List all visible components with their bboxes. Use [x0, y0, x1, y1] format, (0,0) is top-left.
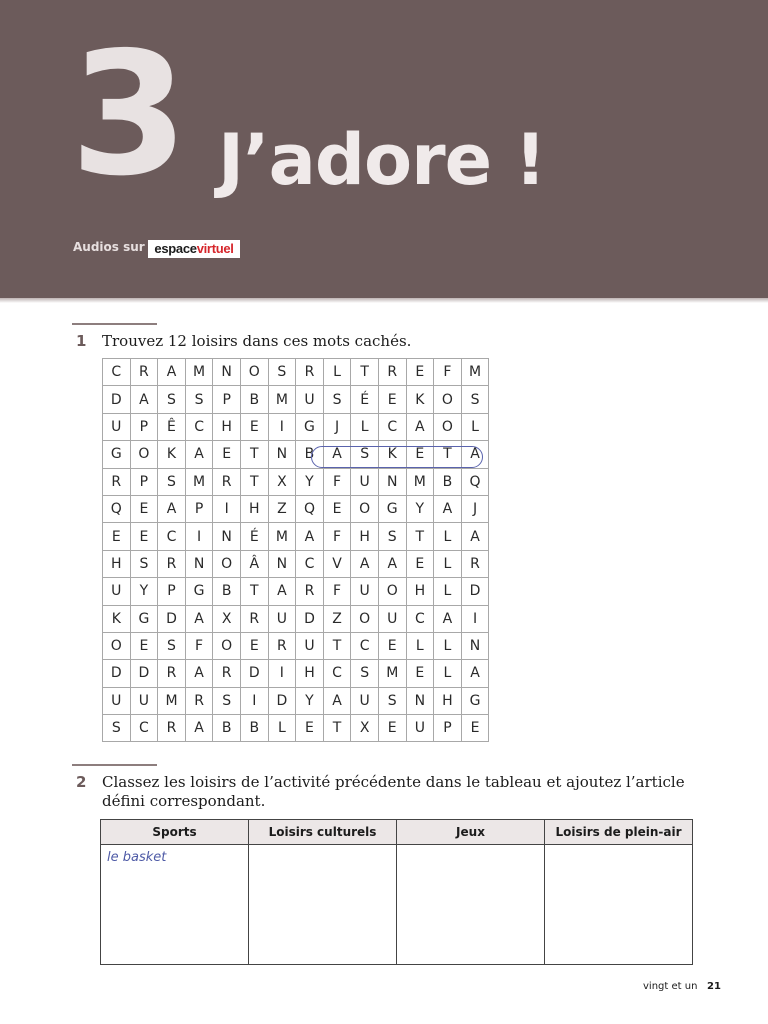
- exercise-2-rule: [72, 764, 157, 766]
- grid-cell[interactable]: R: [213, 660, 241, 687]
- grid-cell[interactable]: F: [323, 578, 351, 605]
- grid-cell[interactable]: S: [158, 386, 186, 413]
- grid-cell[interactable]: A: [185, 605, 213, 632]
- grid-cell[interactable]: A: [323, 441, 351, 468]
- grid-cell[interactable]: U: [351, 687, 379, 714]
- grid-cell[interactable]: T: [240, 468, 268, 495]
- column-header-games: Jeux: [397, 820, 545, 845]
- grid-cell[interactable]: I: [213, 495, 241, 522]
- grid-cell[interactable]: U: [296, 386, 324, 413]
- grid-cell[interactable]: P: [185, 495, 213, 522]
- grid-cell[interactable]: A: [323, 687, 351, 714]
- grid-cell[interactable]: R: [378, 359, 406, 386]
- grid-cell[interactable]: J: [323, 413, 351, 440]
- grid-cell[interactable]: S: [268, 359, 296, 386]
- grid-cell[interactable]: R: [185, 687, 213, 714]
- basket-highlight-oval: [311, 446, 483, 468]
- grid-cell[interactable]: E: [378, 715, 406, 742]
- grid-cell[interactable]: R: [130, 359, 158, 386]
- grid-cell[interactable]: G: [185, 578, 213, 605]
- grid-cell[interactable]: D: [158, 605, 186, 632]
- grid-cell[interactable]: E: [130, 495, 158, 522]
- grid-row: [103, 468, 489, 495]
- grid-cell[interactable]: S: [158, 632, 186, 659]
- grid-cell[interactable]: A: [461, 441, 489, 468]
- grid-cell[interactable]: F: [323, 468, 351, 495]
- grid-cell[interactable]: L: [323, 359, 351, 386]
- grid-cell[interactable]: C: [296, 550, 324, 577]
- grid-row: [103, 715, 489, 742]
- grid-cell[interactable]: C: [351, 632, 379, 659]
- grid-cell[interactable]: R: [296, 578, 324, 605]
- grid-cell[interactable]: V: [323, 550, 351, 577]
- grid-cell[interactable]: X: [268, 468, 296, 495]
- grid-cell[interactable]: Z: [268, 495, 296, 522]
- grid-row: [103, 495, 489, 522]
- grid-cell[interactable]: N: [213, 523, 241, 550]
- grid-cell[interactable]: C: [323, 660, 351, 687]
- grid-cell[interactable]: L: [434, 550, 462, 577]
- grid-cell[interactable]: H: [240, 495, 268, 522]
- grid-cell[interactable]: D: [461, 578, 489, 605]
- grid-cell[interactable]: Y: [296, 687, 324, 714]
- grid-row: [103, 413, 489, 440]
- grid-cell[interactable]: P: [130, 413, 158, 440]
- grid-cell[interactable]: B: [213, 578, 241, 605]
- grid-cell[interactable]: R: [296, 359, 324, 386]
- header-shadow: [0, 298, 768, 303]
- grid-cell[interactable]: A: [434, 495, 462, 522]
- grid-cell[interactable]: I: [461, 605, 489, 632]
- grid-cell[interactable]: N: [461, 632, 489, 659]
- cell-cultural[interactable]: [249, 845, 397, 965]
- grid-row: [103, 578, 489, 605]
- grid-cell[interactable]: L: [434, 523, 462, 550]
- grid-cell[interactable]: M: [378, 660, 406, 687]
- grid-cell[interactable]: T: [323, 632, 351, 659]
- grid-cell[interactable]: N: [268, 441, 296, 468]
- grid-cell[interactable]: O: [434, 413, 462, 440]
- grid-cell[interactable]: N: [185, 550, 213, 577]
- grid-cell[interactable]: G: [103, 441, 131, 468]
- grid-cell[interactable]: A: [130, 386, 158, 413]
- grid-cell[interactable]: A: [185, 660, 213, 687]
- grid-cell[interactable]: A: [185, 715, 213, 742]
- grid-cell[interactable]: U: [268, 605, 296, 632]
- grid-cell[interactable]: U: [296, 632, 324, 659]
- grid-cell[interactable]: A: [434, 605, 462, 632]
- grid-cell[interactable]: S: [461, 386, 489, 413]
- grid-cell[interactable]: M: [461, 359, 489, 386]
- grid-cell[interactable]: R: [103, 468, 131, 495]
- grid-row: [103, 523, 489, 550]
- grid-cell[interactable]: I: [268, 413, 296, 440]
- word-search-grid: [102, 358, 489, 742]
- grid-cell[interactable]: X: [351, 715, 379, 742]
- grid-cell[interactable]: M: [406, 468, 434, 495]
- grid-cell[interactable]: D: [130, 660, 158, 687]
- grid-cell[interactable]: E: [406, 441, 434, 468]
- espacevirtuel-logo[interactable]: [148, 240, 240, 258]
- grid-cell[interactable]: F: [434, 359, 462, 386]
- grid-cell[interactable]: R: [268, 632, 296, 659]
- grid-cell[interactable]: E: [240, 413, 268, 440]
- grid-cell[interactable]: G: [378, 495, 406, 522]
- exercise-2-number: 2: [76, 773, 87, 791]
- grid-cell[interactable]: U: [378, 605, 406, 632]
- column-header-sports: Sports: [101, 820, 249, 845]
- grid-cell[interactable]: N: [406, 687, 434, 714]
- grid-cell[interactable]: U: [351, 468, 379, 495]
- grid-cell[interactable]: S: [351, 441, 379, 468]
- grid-cell[interactable]: É: [351, 386, 379, 413]
- grid-cell[interactable]: S: [185, 386, 213, 413]
- grid-cell[interactable]: K: [103, 605, 131, 632]
- grid-cell[interactable]: E: [378, 386, 406, 413]
- grid-cell[interactable]: E: [406, 660, 434, 687]
- grid-cell[interactable]: E: [130, 523, 158, 550]
- grid-cell[interactable]: T: [406, 523, 434, 550]
- grid-cell[interactable]: J: [461, 495, 489, 522]
- logo-part-espace: espace: [154, 241, 197, 256]
- audios-label: Audios sur: [73, 240, 145, 254]
- grid-cell[interactable]: E: [461, 715, 489, 742]
- grid-row: [103, 632, 489, 659]
- grid-cell[interactable]: U: [406, 715, 434, 742]
- grid-cell[interactable]: O: [351, 495, 379, 522]
- grid-cell[interactable]: S: [130, 550, 158, 577]
- grid-cell[interactable]: O: [213, 632, 241, 659]
- grid-cell[interactable]: C: [406, 605, 434, 632]
- grid-cell[interactable]: K: [378, 441, 406, 468]
- cell-sports[interactable]: [101, 845, 249, 965]
- grid-cell[interactable]: A: [406, 413, 434, 440]
- page-footer-text: vingt et un: [643, 981, 698, 992]
- grid-cell[interactable]: T: [351, 359, 379, 386]
- grid-cell[interactable]: B: [240, 386, 268, 413]
- grid-cell[interactable]: R: [213, 468, 241, 495]
- grid-cell[interactable]: L: [434, 632, 462, 659]
- grid-cell[interactable]: P: [213, 386, 241, 413]
- grid-cell[interactable]: B: [434, 468, 462, 495]
- grid-row: [103, 687, 489, 714]
- grid-cell[interactable]: T: [323, 715, 351, 742]
- grid-cell[interactable]: B: [213, 715, 241, 742]
- grid-cell[interactable]: G: [296, 413, 324, 440]
- grid-cell[interactable]: L: [461, 413, 489, 440]
- grid-cell[interactable]: D: [296, 605, 324, 632]
- grid-cell[interactable]: K: [158, 441, 186, 468]
- grid-cell[interactable]: T: [240, 578, 268, 605]
- unit-number: 3: [70, 16, 183, 214]
- grid-cell[interactable]: P: [434, 715, 462, 742]
- grid-cell[interactable]: E: [240, 632, 268, 659]
- grid-cell[interactable]: M: [158, 687, 186, 714]
- grid-cell[interactable]: B: [240, 715, 268, 742]
- grid-cell[interactable]: Q: [461, 468, 489, 495]
- grid-cell[interactable]: A: [378, 550, 406, 577]
- grid-cell[interactable]: N: [268, 550, 296, 577]
- grid-row: [103, 605, 489, 632]
- grid-cell[interactable]: U: [103, 687, 131, 714]
- grid-cell[interactable]: S: [378, 523, 406, 550]
- grid-row: [103, 550, 489, 577]
- grid-cell[interactable]: R: [158, 660, 186, 687]
- grid-cell[interactable]: N: [213, 359, 241, 386]
- grid-cell[interactable]: H: [351, 523, 379, 550]
- exercise-1-rule: [72, 323, 157, 325]
- grid-cell[interactable]: I: [185, 523, 213, 550]
- grid-cell[interactable]: Y: [406, 495, 434, 522]
- exercise-2-instruction: Classez les loisirs de l’activité précédente dans le tableau et ajoutez l’article défini correspondant.: [102, 773, 685, 810]
- grid-cell[interactable]: S: [158, 468, 186, 495]
- grid-cell[interactable]: G: [461, 687, 489, 714]
- grid-cell[interactable]: O: [434, 386, 462, 413]
- grid-cell[interactable]: M: [185, 468, 213, 495]
- grid-cell[interactable]: E: [130, 632, 158, 659]
- grid-cell[interactable]: F: [323, 523, 351, 550]
- grid-row: [103, 359, 489, 386]
- grid-cell[interactable]: C: [185, 413, 213, 440]
- grid-cell[interactable]: Y: [130, 578, 158, 605]
- grid-cell[interactable]: D: [103, 386, 131, 413]
- grid-cell[interactable]: E: [323, 495, 351, 522]
- grid-cell[interactable]: S: [378, 687, 406, 714]
- grid-cell[interactable]: A: [158, 495, 186, 522]
- grid-cell[interactable]: T: [240, 441, 268, 468]
- grid-cell[interactable]: A: [268, 578, 296, 605]
- grid-cell[interactable]: O: [213, 550, 241, 577]
- grid-cell[interactable]: Â: [240, 550, 268, 577]
- exercise-1-instruction: Trouvez 12 loisirs dans ces mots cachés.: [102, 332, 412, 350]
- column-header-cultural: Loisirs culturels: [249, 820, 397, 845]
- grid-cell[interactable]: U: [351, 578, 379, 605]
- grid-cell[interactable]: E: [296, 715, 324, 742]
- grid-cell[interactable]: L: [351, 413, 379, 440]
- grid-cell[interactable]: Q: [296, 495, 324, 522]
- grid-cell[interactable]: A: [351, 550, 379, 577]
- cell-outdoor[interactable]: [545, 845, 693, 965]
- grid-cell[interactable]: C: [378, 413, 406, 440]
- grid-cell[interactable]: E: [406, 550, 434, 577]
- grid-cell[interactable]: A: [185, 441, 213, 468]
- grid-cell[interactable]: Z: [323, 605, 351, 632]
- grid-cell[interactable]: D: [103, 660, 131, 687]
- grid-cell[interactable]: E: [378, 632, 406, 659]
- grid-cell[interactable]: A: [461, 660, 489, 687]
- grid-cell[interactable]: L: [434, 578, 462, 605]
- grid-cell[interactable]: E: [406, 359, 434, 386]
- grid-cell[interactable]: O: [351, 605, 379, 632]
- grid-cell[interactable]: U: [103, 578, 131, 605]
- grid-cell[interactable]: U: [103, 413, 131, 440]
- column-header-outdoor: Loisirs de plein-air: [545, 820, 693, 845]
- grid-cell[interactable]: Y: [296, 468, 324, 495]
- grid-cell[interactable]: L: [434, 660, 462, 687]
- grid-cell[interactable]: S: [351, 660, 379, 687]
- grid-cell[interactable]: R: [158, 550, 186, 577]
- grid-cell[interactable]: B: [296, 441, 324, 468]
- unit-title: J’adore !: [218, 119, 546, 201]
- grid-cell[interactable]: A: [296, 523, 324, 550]
- grid-cell[interactable]: H: [103, 550, 131, 577]
- grid-cell[interactable]: Ê: [158, 413, 186, 440]
- grid-cell[interactable]: O: [130, 441, 158, 468]
- grid-cell[interactable]: M: [268, 386, 296, 413]
- grid-cell[interactable]: O: [240, 359, 268, 386]
- grid-cell[interactable]: P: [158, 578, 186, 605]
- cell-games[interactable]: [397, 845, 545, 965]
- grid-cell[interactable]: T: [434, 441, 462, 468]
- grid-cell[interactable]: M: [268, 523, 296, 550]
- grid-cell[interactable]: H: [296, 660, 324, 687]
- grid-cell[interactable]: H: [406, 578, 434, 605]
- grid-cell[interactable]: R: [461, 550, 489, 577]
- grid-cell[interactable]: F: [185, 632, 213, 659]
- grid-cell[interactable]: M: [185, 359, 213, 386]
- grid-cell[interactable]: I: [268, 660, 296, 687]
- grid-cell[interactable]: A: [461, 523, 489, 550]
- grid-cell[interactable]: R: [158, 715, 186, 742]
- grid-cell[interactable]: I: [240, 687, 268, 714]
- grid-cell[interactable]: S: [213, 687, 241, 714]
- grid-cell[interactable]: G: [130, 605, 158, 632]
- grid-cell[interactable]: P: [130, 468, 158, 495]
- grid-cell[interactable]: O: [378, 578, 406, 605]
- grid-cell[interactable]: E: [213, 441, 241, 468]
- grid-row: [103, 660, 489, 687]
- grid-cell[interactable]: H: [213, 413, 241, 440]
- grid-cell[interactable]: K: [406, 386, 434, 413]
- grid-cell[interactable]: D: [240, 660, 268, 687]
- grid-cell[interactable]: L: [406, 632, 434, 659]
- example-answer: le basket: [107, 850, 167, 865]
- grid-cell[interactable]: A: [158, 359, 186, 386]
- grid-cell[interactable]: N: [378, 468, 406, 495]
- grid-row: [103, 386, 489, 413]
- grid-cell[interactable]: É: [240, 523, 268, 550]
- grid-cell[interactable]: D: [268, 687, 296, 714]
- grid-cell[interactable]: S: [323, 386, 351, 413]
- grid-cell[interactable]: H: [434, 687, 462, 714]
- grid-cell[interactable]: Q: [103, 495, 131, 522]
- grid-cell[interactable]: C: [130, 715, 158, 742]
- page-number: 21: [707, 981, 721, 992]
- grid-cell[interactable]: L: [268, 715, 296, 742]
- grid-cell[interactable]: C: [158, 523, 186, 550]
- grid-cell[interactable]: U: [130, 687, 158, 714]
- grid-cell[interactable]: R: [240, 605, 268, 632]
- grid-cell[interactable]: X: [213, 605, 241, 632]
- grid-cell[interactable]: E: [103, 523, 131, 550]
- grid-cell[interactable]: S: [103, 715, 131, 742]
- grid-cell[interactable]: C: [103, 359, 131, 386]
- grid-cell[interactable]: O: [103, 632, 131, 659]
- exercise-1-number: 1: [76, 332, 87, 350]
- logo-part-virtuel: virtuel: [196, 241, 234, 256]
- classification-table: [100, 819, 693, 965]
